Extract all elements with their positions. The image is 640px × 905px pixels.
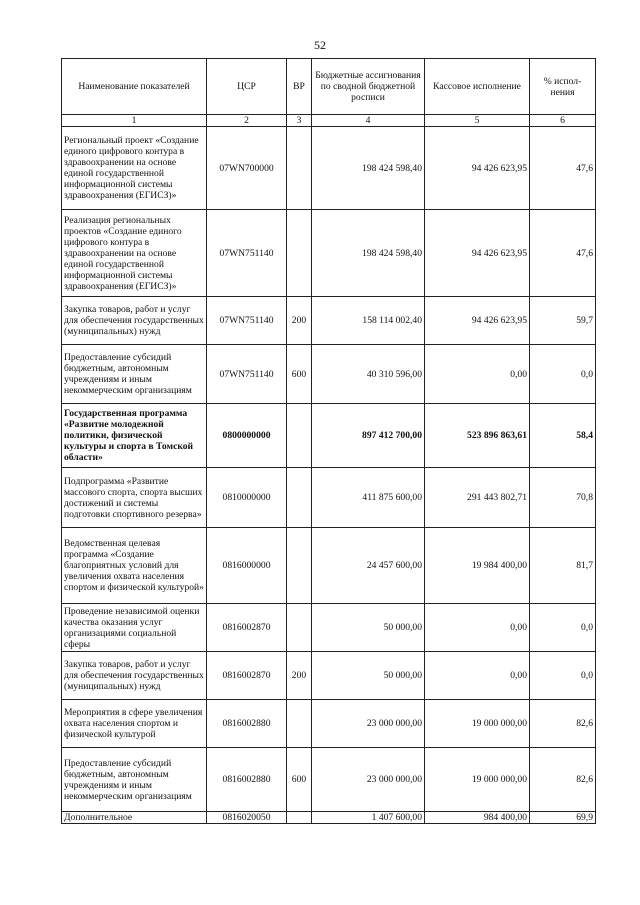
- row-name: Подпрограмма «Развитие массового спорта, спорта высших достижений и системы подготовки спортивного резерва»: [62, 468, 207, 528]
- row-execution-percent: 0,0: [530, 652, 596, 700]
- row-csr-code: 0816002880: [207, 700, 287, 748]
- row-csr-code: 0816002880: [207, 748, 287, 812]
- row-csr-code: 0800000000: [207, 404, 287, 468]
- row-assigned-amount: 50 000,00: [312, 604, 425, 652]
- table-row: [62, 604, 596, 652]
- row-assigned-amount: 23 000 000,00: [312, 748, 425, 812]
- row-assigned-amount: 198 424 598,40: [312, 210, 425, 297]
- row-name: Предоставление субсидий бюджетным, автономным учреждениям и иным некоммерческим организациям: [62, 748, 207, 812]
- column-number: 3: [287, 115, 312, 127]
- column-number-row: [62, 115, 596, 127]
- row-csr-code: 0816020050: [207, 812, 287, 824]
- row-execution-percent: 81,7: [530, 528, 596, 604]
- column-number: 5: [425, 115, 530, 127]
- row-assigned-amount: 158 114 002,40: [312, 297, 425, 345]
- budget-execution-table: [61, 58, 596, 824]
- header-name: Наименование показателей: [62, 59, 207, 115]
- table-row: [62, 404, 596, 468]
- table-row: [62, 127, 596, 210]
- table-row: [62, 297, 596, 345]
- row-execution-percent: 82,6: [530, 700, 596, 748]
- header-percent: % испол-нения: [530, 59, 596, 115]
- row-assigned-amount: 24 457 600,00: [312, 528, 425, 604]
- row-csr-code: 07WN751140: [207, 345, 287, 404]
- row-vr-code: [287, 210, 312, 297]
- row-execution-percent: 0,0: [530, 604, 596, 652]
- column-number: 1: [62, 115, 207, 127]
- row-vr-code: [287, 604, 312, 652]
- row-assigned-amount: 411 875 600,00: [312, 468, 425, 528]
- header-assigned: Бюджетные ассигнования по сводной бюджетной росписи: [312, 59, 425, 115]
- row-vr-code: 200: [287, 652, 312, 700]
- row-csr-code: 0810000000: [207, 468, 287, 528]
- row-executed-amount: 94 426 623,95: [425, 210, 530, 297]
- table-row: [62, 345, 596, 404]
- row-name: Мероприятия в сфере увеличения охвата населения спортом и физической культурой: [62, 700, 207, 748]
- row-executed-amount: 984 400,00: [425, 812, 530, 824]
- row-executed-amount: 0,00: [425, 652, 530, 700]
- row-csr-code: 07WN751140: [207, 210, 287, 297]
- row-execution-percent: 82,6: [530, 748, 596, 812]
- table-row: [62, 700, 596, 748]
- column-number: 6: [530, 115, 596, 127]
- row-assigned-amount: 40 310 596,00: [312, 345, 425, 404]
- row-name: Ведомственная целевая программа «Создание благоприятных условий для увеличения охвата населения спортом и физической культурой»: [62, 528, 207, 604]
- row-vr-code: [287, 812, 312, 824]
- row-name: Закупка товаров, работ и услуг для обеспечения государственных (муниципальных) нужд: [62, 652, 207, 700]
- row-csr-code: 0816002870: [207, 652, 287, 700]
- row-execution-percent: 69,9: [530, 812, 596, 824]
- header-vr: ВР: [287, 59, 312, 115]
- row-assigned-amount: 198 424 598,40: [312, 127, 425, 210]
- row-name: Предоставление субсидий бюджетным, автономным учреждениям и иным некоммерческим организациям: [62, 345, 207, 404]
- row-execution-percent: 47,6: [530, 210, 596, 297]
- row-executed-amount: 94 426 623,95: [425, 127, 530, 210]
- header-row: [62, 59, 596, 115]
- row-name: Реализация региональных проектов «Создание единого цифрового контура в здравоохранении на основе единой государственной информационной системы здравоохранения (ЕГИСЗ)»: [62, 210, 207, 297]
- column-number: 4: [312, 115, 425, 127]
- table-row: [62, 652, 596, 700]
- row-executed-amount: 19 000 000,00: [425, 700, 530, 748]
- header-executed: Кассовое исполнение: [425, 59, 530, 115]
- table-row: [62, 812, 596, 824]
- table-row: [62, 748, 596, 812]
- row-name: Закупка товаров, работ и услуг для обеспечения государственных (муниципальных) нужд: [62, 297, 207, 345]
- row-assigned-amount: 50 000,00: [312, 652, 425, 700]
- row-name: Государственная программа «Развитие молодежной политики, физической культуры и спорта в Томской области»: [62, 404, 207, 468]
- page-number: 52: [314, 38, 326, 52]
- table-row: [62, 528, 596, 604]
- row-execution-percent: 59,7: [530, 297, 596, 345]
- row-csr-code: 0816000000: [207, 528, 287, 604]
- row-execution-percent: 0,0: [530, 345, 596, 404]
- row-executed-amount: 291 443 802,71: [425, 468, 530, 528]
- row-executed-amount: 0,00: [425, 604, 530, 652]
- row-assigned-amount: 23 000 000,00: [312, 700, 425, 748]
- table-row: [62, 468, 596, 528]
- row-vr-code: 200: [287, 297, 312, 345]
- column-number: 2: [207, 115, 287, 127]
- table-row: [62, 210, 596, 297]
- row-csr-code: 07WN751140: [207, 297, 287, 345]
- row-vr-code: [287, 700, 312, 748]
- row-vr-code: [287, 404, 312, 468]
- row-vr-code: [287, 528, 312, 604]
- header-csr: ЦСР: [207, 59, 287, 115]
- row-name: Проведение независимой оценки качества оказания услуг организациями социальной сферы: [62, 604, 207, 652]
- row-vr-code: [287, 127, 312, 210]
- row-name: Дополнительное: [62, 812, 207, 824]
- row-vr-code: [287, 468, 312, 528]
- row-csr-code: 07WN700000: [207, 127, 287, 210]
- row-vr-code: 600: [287, 748, 312, 812]
- row-executed-amount: 0,00: [425, 345, 530, 404]
- row-execution-percent: 58,4: [530, 404, 596, 468]
- row-executed-amount: 19 984 400,00: [425, 528, 530, 604]
- row-executed-amount: 523 896 863,61: [425, 404, 530, 468]
- row-assigned-amount: 897 412 700,00: [312, 404, 425, 468]
- row-name: Региональный проект «Создание единого цифрового контура в здравоохранении на основе единой государственной информационной системы здравоохранения (ЕГИСЗ)»: [62, 127, 207, 210]
- row-assigned-amount: 1 407 600,00: [312, 812, 425, 824]
- row-csr-code: 0816002870: [207, 604, 287, 652]
- row-vr-code: 600: [287, 345, 312, 404]
- row-executed-amount: 94 426 623,95: [425, 297, 530, 345]
- row-executed-amount: 19 000 000,00: [425, 748, 530, 812]
- row-execution-percent: 70,8: [530, 468, 596, 528]
- row-execution-percent: 47,6: [530, 127, 596, 210]
